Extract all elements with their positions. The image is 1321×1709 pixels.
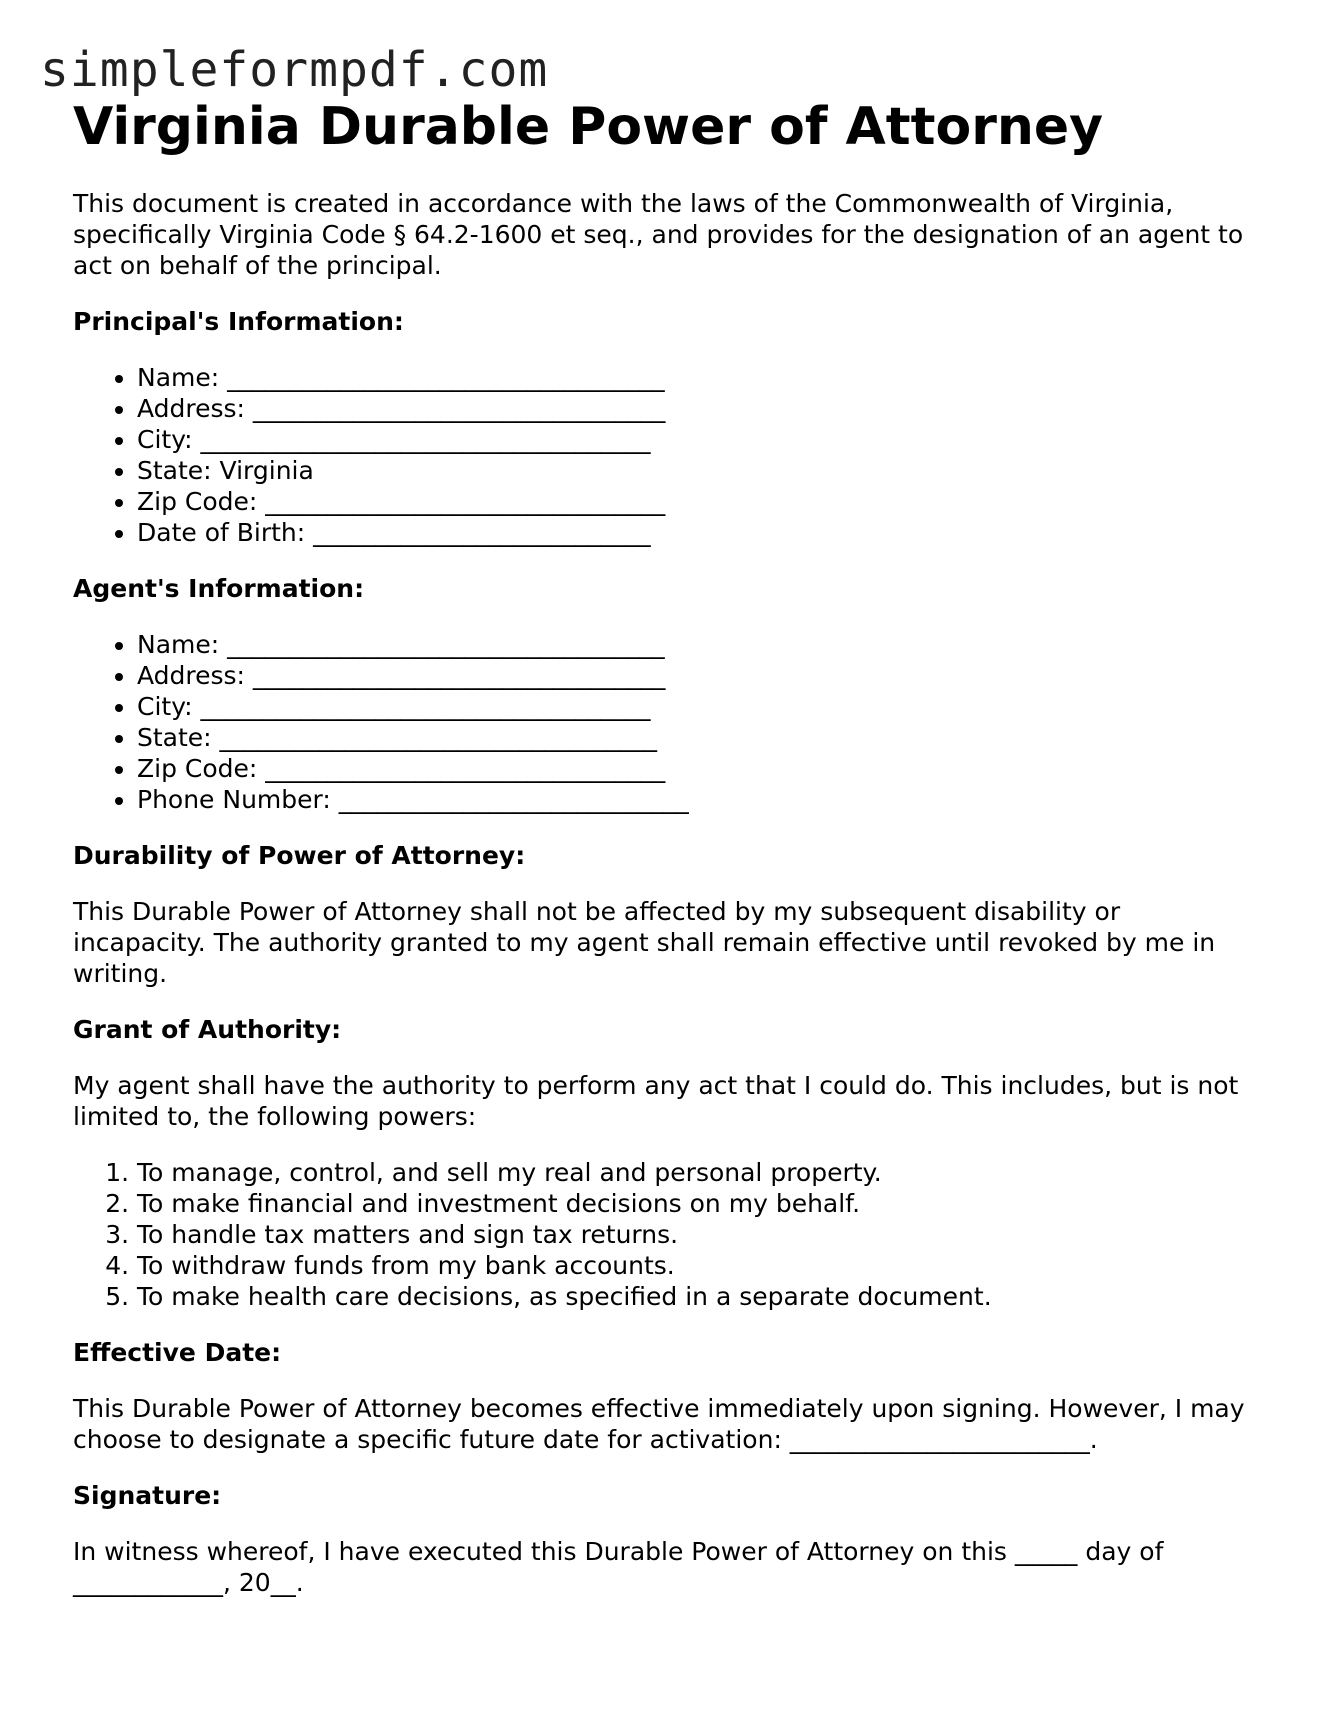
agent-zip-field[interactable]: • Zip Code: ________________________________: [137, 753, 1253, 784]
site-watermark: simpleformpdf.com: [40, 42, 549, 98]
principal-city-field[interactable]: • City: ____________________________________: [137, 424, 1253, 455]
page-title: Virginia Durable Power of Attorney: [73, 97, 1104, 157]
durability-paragraph: This Durable Power of Attorney shall not be affected by my subsequent disability or incapacity. The authority granted to my agent shall remain effective until revoked by me in writing.: [73, 897, 1216, 988]
power-item: 4. To withdraw funds from my bank accounts.: [137, 1250, 1253, 1281]
agent-heading: Agent's Information:: [73, 574, 365, 603]
signature-heading: Signature:: [73, 1481, 222, 1510]
principal-address-field[interactable]: • Address: _________________________________: [137, 393, 1253, 424]
principal-heading: Principal's Information:: [73, 307, 404, 336]
agent-state-field[interactable]: • State: ___________________________________: [137, 722, 1253, 753]
power-item: 2. To make financial and investment decisions on my behalf.: [137, 1188, 1253, 1219]
durability-heading: Durability of Power of Attorney:: [73, 841, 526, 870]
grant-heading: Grant of Authority:: [73, 1015, 342, 1044]
document-page: [73, 92, 1253, 1598]
agent-phone-field[interactable]: • Phone Number: ____________________________: [137, 784, 1253, 815]
principal-dob-field[interactable]: • Date of Birth: ___________________________: [137, 517, 1253, 548]
principal-fields-list: [73, 362, 1253, 548]
agent-city-field[interactable]: • City: ____________________________________: [137, 691, 1253, 722]
principal-zip-field[interactable]: • Zip Code: ________________________________: [137, 486, 1253, 517]
principal-name-field[interactable]: • Name: ___________________________________: [137, 362, 1253, 393]
power-item: 1. To manage, control, and sell my real and personal property.: [137, 1157, 1253, 1188]
powers-list: [73, 1157, 1253, 1312]
signature-paragraph[interactable]: In witness whereof, I have executed this Durable Power of Attorney on this _____ day of ____________, 20__.: [73, 1537, 1164, 1597]
agent-name-field[interactable]: • Name: ___________________________________: [137, 629, 1253, 660]
grant-paragraph: My agent shall have the authority to perform any act that I could do. This includes, but is not limited to, the following powers:: [73, 1071, 1239, 1131]
effective-date-heading: Effective Date:: [73, 1338, 282, 1367]
principal-state-field: • State: Virginia: [137, 455, 1253, 486]
power-item: 3. To handle tax matters and sign tax returns.: [137, 1219, 1253, 1250]
agent-fields-list: [73, 629, 1253, 815]
power-item: 5. To make health care decisions, as specified in a separate document.: [137, 1281, 1253, 1312]
agent-address-field[interactable]: • Address: _________________________________: [137, 660, 1253, 691]
intro-paragraph: This document is created in accordance with the laws of the Commonwealth of Virginia, specifically Virginia Code § 64.2-1600 et seq., and provides for the designation of an agent to act on behalf of the principal.: [73, 189, 1244, 280]
effective-date-paragraph[interactable]: This Durable Power of Attorney becomes effective immediately upon signing. However, I may choose to designate a specific future date for activation: ________________________.: [73, 1394, 1245, 1454]
